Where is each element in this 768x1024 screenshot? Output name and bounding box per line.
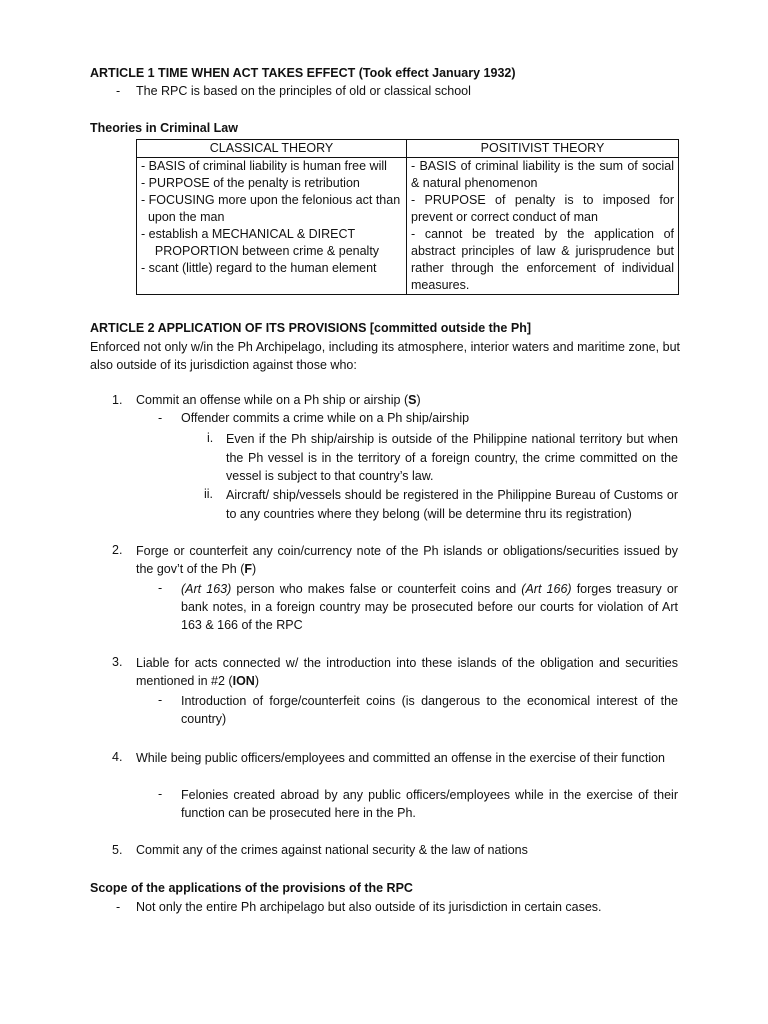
article1-title: ARTICLE 1 TIME WHEN ACT TAKES EFFECT (Took effect January 1932) (90, 66, 516, 80)
item-4-text: While being public officers/employees and committed an offense in the exercise of their function (136, 751, 665, 765)
classical-line: upon the man (141, 210, 225, 224)
item-1-sub: Offender commits a crime while on a Ph ship/airship (181, 411, 470, 425)
classical-line: - PURPOSE of the penalty is retribution (141, 176, 360, 190)
item-3-text: Liable for acts connected w/ the introduction into these islands of the obligation and securities mentioned in #2 (ION) (136, 656, 678, 688)
table-header-row (137, 140, 679, 158)
positivist-line: - cannot be treated by the application of abstract principles of law & jurisprudence but rather through the enforcement of individual measures. (411, 227, 674, 292)
positivist-line: - PRUPOSE of penalty is to imposed for prevent or correct conduct of man (411, 193, 674, 224)
scope-bullet: Not only the entire Ph archipelago but also outside of its jurisdiction in certain cases. (136, 900, 602, 914)
positivist-theory-cell (407, 158, 679, 295)
item-2-text: Forge or counterfeit any coin/currency note of the Ph islands or obligations/securities issued by the gov’t of the Ph (F) (136, 544, 678, 576)
bullet-dash: - (158, 581, 163, 595)
item-3-sub: Introduction of forge/counterfeit coins (is dangerous to the economical interest of the country) (181, 694, 678, 726)
theories-table (136, 139, 679, 295)
classical-line: PROPORTION between crime & penalty (141, 244, 380, 258)
article1-bullet: The RPC is based on the principles of old or classical school (136, 84, 471, 98)
scope-title: Scope of the applications of the provisions of the RPC (90, 881, 413, 895)
item-4-sub: Felonies created abroad by any public officers/employees while in the exercise of their function can be prosecuted here in the Ph. (181, 788, 678, 820)
classical-line: - establish a MECHANICAL & DIRECT (141, 227, 356, 241)
classical-line: - BASIS of criminal liability is human free will (141, 159, 387, 173)
item-2-sub: (Art 163) person who makes false or counterfeit coins and (Art 166) forges treasury or bank notes, in a foreign country may be prosecuted before our courts for violation of Art 163 & 166 of the RPC (181, 582, 678, 632)
bullet-dash: - (158, 787, 163, 801)
article2-title: ARTICLE 2 APPLICATION OF ITS PROVISIONS [committed outside the Ph] (90, 321, 531, 335)
item-number: 1. (112, 393, 123, 407)
positivist-line: - BASIS of criminal liability is the sum of social & natural phenomenon (411, 159, 674, 190)
classical-theory-header: CLASSICAL THEORY (137, 140, 407, 158)
table-row (137, 158, 679, 295)
item-1-roman-i: Even if the Ph ship/airship is outside of the Philippine national territory but when the Ph vessel is in the territory of a foreign country, the crime committed on the vessel is subject to that country’s law. (226, 432, 678, 483)
item-number: 5. (112, 843, 123, 857)
classical-line: - FOCUSING more upon the felonious act than (141, 193, 401, 207)
theories-heading: Theories in Criminal Law (90, 121, 238, 135)
positivist-theory-header: POSITIVIST THEORY (407, 140, 679, 158)
item-number: 4. (112, 750, 123, 764)
bullet-dash: - (158, 693, 163, 707)
item-5-text: Commit any of the crimes against national security & the law of nations (136, 843, 528, 857)
bullet-dash: - (116, 900, 121, 914)
item-1-text: Commit an offense while on a Ph ship or airship (S) (136, 393, 421, 407)
roman-number: ii. (204, 487, 214, 501)
bullet-dash: - (116, 84, 121, 98)
classical-line: - scant (little) regard to the human element (141, 261, 377, 275)
roman-number: i. (207, 431, 214, 445)
item-number: 2. (112, 543, 123, 557)
classical-theory-cell (137, 158, 407, 295)
item-number: 3. (112, 655, 123, 669)
article2-intro: Enforced not only w/in the Ph Archipelago, including its atmosphere, interior waters and maritime zone, but also outside of its jurisdiction against those who: (90, 340, 680, 372)
item-1-roman-ii: Aircraft/ ship/vessels should be registered in the Philippine Bureau of Customs or to any countries where they belong (will be determine thru its registration) (226, 488, 678, 521)
bullet-dash: - (158, 411, 163, 425)
